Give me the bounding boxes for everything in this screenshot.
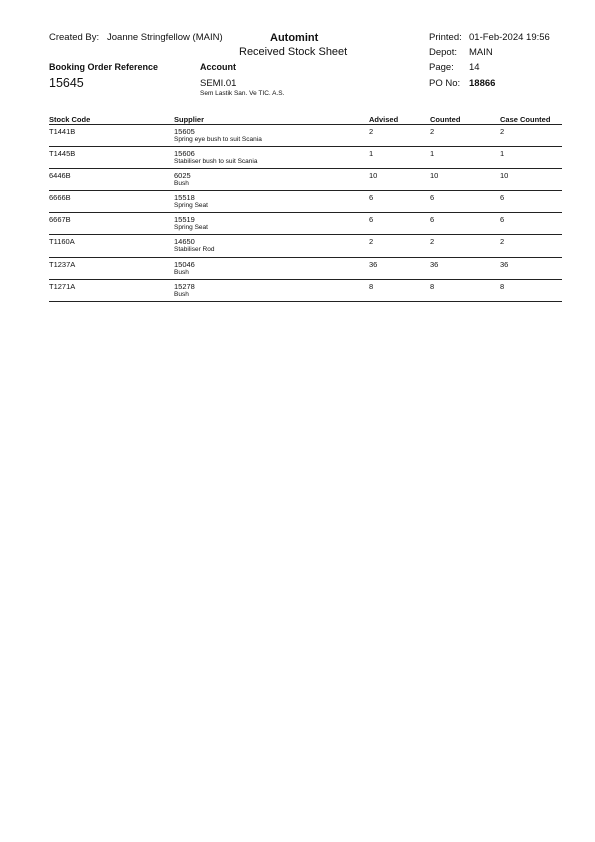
supplier-code: 14650 xyxy=(174,237,195,246)
supplier-description: Bush xyxy=(174,180,189,187)
supplier-code: 15518 xyxy=(174,193,195,202)
page-value: 14 xyxy=(469,62,480,73)
printed-value: 01-Feb-2024 19:56 xyxy=(469,32,550,43)
stock-code: T1237A xyxy=(49,260,76,269)
counted-qty: 8 xyxy=(430,282,435,291)
counted-qty: 2 xyxy=(430,237,435,246)
stock-code: 6446B xyxy=(49,171,71,180)
row-divider xyxy=(49,168,562,169)
case-counted-qty: 1 xyxy=(500,149,505,158)
depot-label: Depot: xyxy=(429,47,457,58)
counted-qty: 10 xyxy=(430,171,439,180)
counted-qty: 2 xyxy=(430,127,435,136)
created-by-value: Joanne Stringfellow (MAIN) xyxy=(107,32,223,43)
supplier-description: Spring eye bush to suit Scania xyxy=(174,136,262,143)
supplier-code: 15278 xyxy=(174,282,195,291)
stock-code: T1441B xyxy=(49,127,76,136)
stock-code: T1271A xyxy=(49,282,76,291)
col-header-supplier: Supplier xyxy=(174,115,205,124)
po-value: 18866 xyxy=(469,78,496,89)
page-label: Page: xyxy=(429,62,454,73)
advised-qty: 6 xyxy=(369,215,374,224)
advised-qty: 2 xyxy=(369,237,374,246)
company-name: Automint xyxy=(270,32,319,44)
account-name: Sem Lastik San. Ve TIC. A.S. xyxy=(200,90,285,97)
row-divider xyxy=(49,279,562,280)
stock-code: 6667B xyxy=(49,215,71,224)
case-counted-qty: 10 xyxy=(500,171,509,180)
po-label: PO No: xyxy=(429,78,461,89)
counted-qty: 6 xyxy=(430,193,435,202)
col-header-stock-code: Stock Code xyxy=(49,115,91,124)
booking-ref-label: Booking Order Reference xyxy=(49,62,159,72)
case-counted-qty: 6 xyxy=(500,193,505,202)
case-counted-qty: 36 xyxy=(500,260,509,269)
supplier-code: 15519 xyxy=(174,215,195,224)
counted-qty: 1 xyxy=(430,149,435,158)
account-code: SEMI.01 xyxy=(200,78,237,89)
row-divider xyxy=(49,146,562,147)
supplier-code: 15606 xyxy=(174,149,195,158)
supplier-description: Spring Seat xyxy=(174,224,208,231)
case-counted-qty: 2 xyxy=(500,237,505,246)
created-by-label: Created By: xyxy=(49,32,100,43)
supplier-description: Stabiliser bush to suit Scania xyxy=(174,158,258,165)
advised-qty: 1 xyxy=(369,149,374,158)
sheet-title: Received Stock Sheet xyxy=(239,46,348,58)
case-counted-qty: 2 xyxy=(500,127,505,136)
account-label: Account xyxy=(200,62,236,72)
row-divider xyxy=(49,257,562,258)
counted-qty: 6 xyxy=(430,215,435,224)
row-divider xyxy=(49,301,562,302)
printed-label: Printed: xyxy=(429,32,462,43)
row-divider xyxy=(49,212,562,213)
advised-qty: 36 xyxy=(369,260,378,269)
supplier-code: 15605 xyxy=(174,127,195,136)
col-header-case-counted: Case Counted xyxy=(500,115,551,124)
row-divider xyxy=(49,190,562,191)
stock-code: T1445B xyxy=(49,149,76,158)
advised-qty: 6 xyxy=(369,193,374,202)
supplier-code: 15046 xyxy=(174,260,195,269)
counted-qty: 36 xyxy=(430,260,439,269)
depot-value: MAIN xyxy=(469,47,493,58)
case-counted-qty: 8 xyxy=(500,282,505,291)
advised-qty: 8 xyxy=(369,282,374,291)
supplier-description: Stabiliser Rod xyxy=(174,246,215,253)
stock-code: T1160A xyxy=(49,237,75,246)
advised-qty: 2 xyxy=(369,127,374,136)
stock-code: 6666B xyxy=(49,193,71,202)
row-divider xyxy=(49,234,562,235)
col-header-counted: Counted xyxy=(430,115,461,124)
col-header-advised: Advised xyxy=(369,115,399,124)
advised-qty: 10 xyxy=(369,171,378,180)
supplier-description: Bush xyxy=(174,291,189,298)
supplier-description: Spring Seat xyxy=(174,202,208,209)
case-counted-qty: 6 xyxy=(500,215,505,224)
supplier-code: 6025 xyxy=(174,171,191,180)
supplier-description: Bush xyxy=(174,269,189,276)
table-header-rule xyxy=(49,124,562,125)
booking-ref-value: 15645 xyxy=(49,76,84,90)
